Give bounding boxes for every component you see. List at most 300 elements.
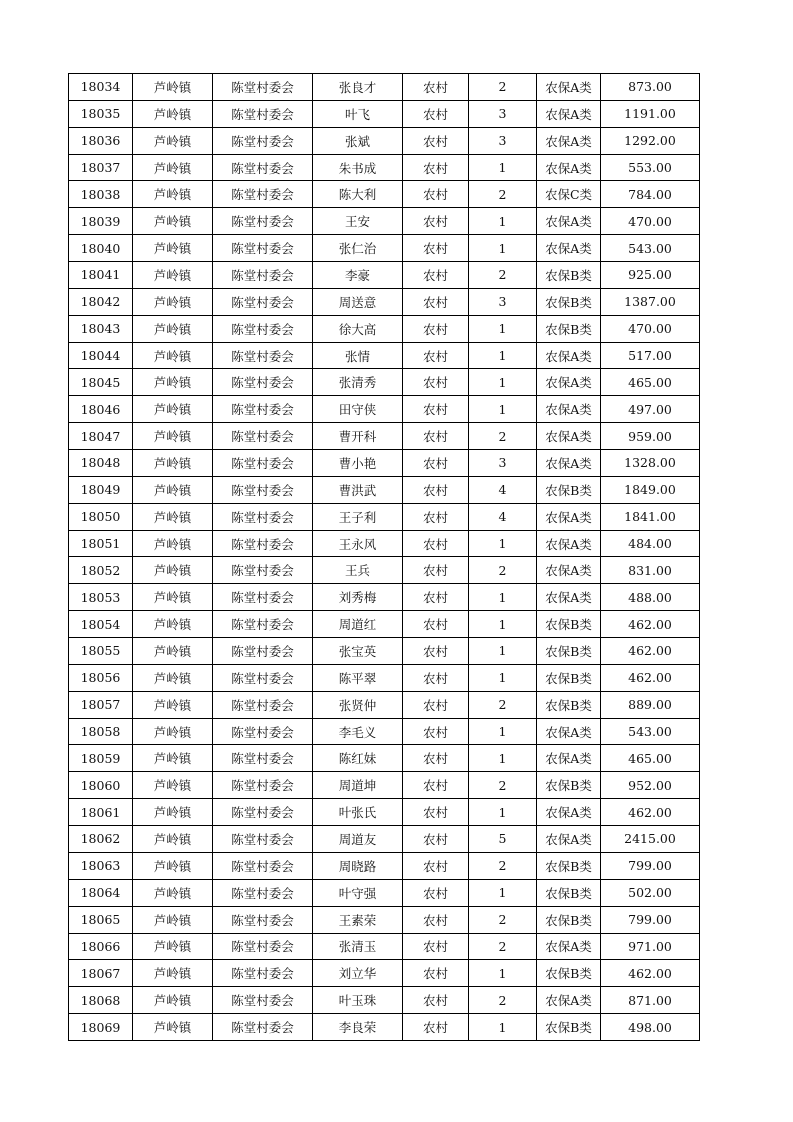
household-type-cell: 农村 (403, 262, 469, 289)
household-type-cell: 农村 (403, 557, 469, 584)
name-cell: 周道红 (313, 611, 403, 638)
amount-cell: 1191.00 (601, 100, 700, 127)
amount-cell: 462.00 (601, 638, 700, 665)
insurance-category-cell: 农保A类 (537, 799, 601, 826)
household-size-cell: 2 (469, 906, 537, 933)
table-row (69, 476, 700, 503)
town-cell: 芦岭镇 (133, 799, 213, 826)
village-committee-cell: 陈堂村委会 (213, 718, 313, 745)
town-cell: 芦岭镇 (133, 235, 213, 262)
household-type-cell: 农村 (403, 423, 469, 450)
village-committee-cell: 陈堂村委会 (213, 208, 313, 235)
name-cell: 朱书成 (313, 154, 403, 181)
insurance-category-cell: 农保A类 (537, 933, 601, 960)
household-size-cell: 2 (469, 987, 537, 1014)
table-row (69, 369, 700, 396)
record-id-cell: 18037 (69, 154, 133, 181)
table-row (69, 396, 700, 423)
name-cell: 叶飞 (313, 100, 403, 127)
household-size-cell: 2 (469, 933, 537, 960)
record-id-cell: 18036 (69, 127, 133, 154)
table-row (69, 154, 700, 181)
records-table (68, 73, 700, 1041)
town-cell: 芦岭镇 (133, 503, 213, 530)
record-id-cell: 18058 (69, 718, 133, 745)
household-size-cell: 1 (469, 718, 537, 745)
household-type-cell: 农村 (403, 960, 469, 987)
amount-cell: 1849.00 (601, 476, 700, 503)
household-type-cell: 农村 (403, 745, 469, 772)
household-size-cell: 2 (469, 852, 537, 879)
insurance-category-cell: 农保A类 (537, 745, 601, 772)
insurance-category-cell: 农保B类 (537, 906, 601, 933)
record-id-cell: 18057 (69, 691, 133, 718)
household-type-cell: 农村 (403, 664, 469, 691)
town-cell: 芦岭镇 (133, 476, 213, 503)
village-committee-cell: 陈堂村委会 (213, 476, 313, 503)
household-size-cell: 2 (469, 423, 537, 450)
household-size-cell: 1 (469, 235, 537, 262)
household-size-cell: 2 (469, 262, 537, 289)
town-cell: 芦岭镇 (133, 396, 213, 423)
amount-cell: 1841.00 (601, 503, 700, 530)
name-cell: 张清玉 (313, 933, 403, 960)
insurance-category-cell: 农保B类 (537, 879, 601, 906)
town-cell: 芦岭镇 (133, 74, 213, 101)
household-size-cell: 1 (469, 879, 537, 906)
household-size-cell: 1 (469, 1014, 537, 1041)
record-id-cell: 18069 (69, 1014, 133, 1041)
village-committee-cell: 陈堂村委会 (213, 262, 313, 289)
amount-cell: 498.00 (601, 1014, 700, 1041)
record-id-cell: 18047 (69, 423, 133, 450)
table-row (69, 718, 700, 745)
household-type-cell: 农村 (403, 503, 469, 530)
town-cell: 芦岭镇 (133, 933, 213, 960)
table-row (69, 74, 700, 101)
town-cell: 芦岭镇 (133, 262, 213, 289)
household-size-cell: 1 (469, 745, 537, 772)
village-committee-cell: 陈堂村委会 (213, 450, 313, 477)
household-size-cell: 1 (469, 638, 537, 665)
town-cell: 芦岭镇 (133, 288, 213, 315)
insurance-category-cell: 农保A类 (537, 450, 601, 477)
name-cell: 刘秀梅 (313, 584, 403, 611)
household-type-cell: 农村 (403, 638, 469, 665)
village-committee-cell: 陈堂村委会 (213, 369, 313, 396)
table-row (69, 262, 700, 289)
town-cell: 芦岭镇 (133, 960, 213, 987)
amount-cell: 553.00 (601, 154, 700, 181)
village-committee-cell: 陈堂村委会 (213, 772, 313, 799)
record-id-cell: 18065 (69, 906, 133, 933)
record-id-cell: 18043 (69, 315, 133, 342)
name-cell: 陈红妹 (313, 745, 403, 772)
town-cell: 芦岭镇 (133, 557, 213, 584)
town-cell: 芦岭镇 (133, 718, 213, 745)
name-cell: 张宝英 (313, 638, 403, 665)
insurance-category-cell: 农保A类 (537, 342, 601, 369)
record-id-cell: 18062 (69, 826, 133, 853)
household-type-cell: 农村 (403, 450, 469, 477)
insurance-category-cell: 农保A类 (537, 208, 601, 235)
table-row (69, 557, 700, 584)
village-committee-cell: 陈堂村委会 (213, 584, 313, 611)
insurance-category-cell: 农保B类 (537, 772, 601, 799)
record-id-cell: 18064 (69, 879, 133, 906)
household-size-cell: 1 (469, 396, 537, 423)
name-cell: 田守侠 (313, 396, 403, 423)
insurance-category-cell: 农保A类 (537, 74, 601, 101)
insurance-category-cell: 农保A类 (537, 369, 601, 396)
record-id-cell: 18046 (69, 396, 133, 423)
record-id-cell: 18050 (69, 503, 133, 530)
town-cell: 芦岭镇 (133, 691, 213, 718)
town-cell: 芦岭镇 (133, 826, 213, 853)
household-type-cell: 农村 (403, 100, 469, 127)
household-size-cell: 3 (469, 450, 537, 477)
village-committee-cell: 陈堂村委会 (213, 664, 313, 691)
household-type-cell: 农村 (403, 987, 469, 1014)
record-id-cell: 18061 (69, 799, 133, 826)
table-row (69, 933, 700, 960)
town-cell: 芦岭镇 (133, 315, 213, 342)
name-cell: 周道坤 (313, 772, 403, 799)
village-committee-cell: 陈堂村委会 (213, 826, 313, 853)
household-size-cell: 3 (469, 288, 537, 315)
household-type-cell: 农村 (403, 906, 469, 933)
name-cell: 曹开科 (313, 423, 403, 450)
record-id-cell: 18053 (69, 584, 133, 611)
household-size-cell: 1 (469, 154, 537, 181)
household-type-cell: 农村 (403, 342, 469, 369)
village-committee-cell: 陈堂村委会 (213, 342, 313, 369)
insurance-category-cell: 农保B类 (537, 315, 601, 342)
village-committee-cell: 陈堂村委会 (213, 396, 313, 423)
table-row (69, 906, 700, 933)
name-cell: 周送意 (313, 288, 403, 315)
insurance-category-cell: 农保A类 (537, 396, 601, 423)
amount-cell: 799.00 (601, 852, 700, 879)
household-type-cell: 农村 (403, 799, 469, 826)
amount-cell: 1328.00 (601, 450, 700, 477)
amount-cell: 543.00 (601, 718, 700, 745)
town-cell: 芦岭镇 (133, 450, 213, 477)
village-committee-cell: 陈堂村委会 (213, 799, 313, 826)
insurance-category-cell: 农保A类 (537, 557, 601, 584)
insurance-category-cell: 农保A类 (537, 503, 601, 530)
household-size-cell: 2 (469, 557, 537, 584)
amount-cell: 799.00 (601, 906, 700, 933)
table-row (69, 826, 700, 853)
amount-cell: 959.00 (601, 423, 700, 450)
table-row (69, 530, 700, 557)
record-id-cell: 18060 (69, 772, 133, 799)
amount-cell: 543.00 (601, 235, 700, 262)
town-cell: 芦岭镇 (133, 664, 213, 691)
name-cell: 李毛义 (313, 718, 403, 745)
village-committee-cell: 陈堂村委会 (213, 1014, 313, 1041)
town-cell: 芦岭镇 (133, 987, 213, 1014)
village-committee-cell: 陈堂村委会 (213, 423, 313, 450)
household-size-cell: 2 (469, 74, 537, 101)
record-id-cell: 18042 (69, 288, 133, 315)
village-committee-cell: 陈堂村委会 (213, 987, 313, 1014)
amount-cell: 831.00 (601, 557, 700, 584)
record-id-cell: 18054 (69, 611, 133, 638)
record-id-cell: 18048 (69, 450, 133, 477)
village-committee-cell: 陈堂村委会 (213, 933, 313, 960)
insurance-category-cell: 农保A类 (537, 584, 601, 611)
record-id-cell: 18035 (69, 100, 133, 127)
table-row (69, 987, 700, 1014)
insurance-category-cell: 农保C类 (537, 181, 601, 208)
village-committee-cell: 陈堂村委会 (213, 852, 313, 879)
household-size-cell: 1 (469, 664, 537, 691)
household-type-cell: 农村 (403, 208, 469, 235)
amount-cell: 465.00 (601, 745, 700, 772)
insurance-category-cell: 农保B类 (537, 691, 601, 718)
amount-cell: 889.00 (601, 691, 700, 718)
record-id-cell: 18052 (69, 557, 133, 584)
village-committee-cell: 陈堂村委会 (213, 127, 313, 154)
amount-cell: 784.00 (601, 181, 700, 208)
household-type-cell: 农村 (403, 933, 469, 960)
insurance-category-cell: 农保B类 (537, 288, 601, 315)
table-row (69, 235, 700, 262)
household-size-cell: 4 (469, 476, 537, 503)
record-id-cell: 18051 (69, 530, 133, 557)
name-cell: 李豪 (313, 262, 403, 289)
table-row (69, 315, 700, 342)
record-id-cell: 18045 (69, 369, 133, 396)
name-cell: 王永风 (313, 530, 403, 557)
record-id-cell: 18063 (69, 852, 133, 879)
name-cell: 张情 (313, 342, 403, 369)
insurance-category-cell: 农保A类 (537, 423, 601, 450)
insurance-category-cell: 农保B类 (537, 638, 601, 665)
table-row (69, 772, 700, 799)
name-cell: 李良荣 (313, 1014, 403, 1041)
amount-cell: 873.00 (601, 74, 700, 101)
name-cell: 王兵 (313, 557, 403, 584)
household-type-cell: 农村 (403, 879, 469, 906)
name-cell: 周道友 (313, 826, 403, 853)
name-cell: 张良才 (313, 74, 403, 101)
amount-cell: 470.00 (601, 315, 700, 342)
household-type-cell: 农村 (403, 772, 469, 799)
household-type-cell: 农村 (403, 691, 469, 718)
amount-cell: 462.00 (601, 960, 700, 987)
household-type-cell: 农村 (403, 476, 469, 503)
amount-cell: 971.00 (601, 933, 700, 960)
amount-cell: 502.00 (601, 879, 700, 906)
name-cell: 张仁治 (313, 235, 403, 262)
table-row (69, 100, 700, 127)
record-id-cell: 18059 (69, 745, 133, 772)
town-cell: 芦岭镇 (133, 154, 213, 181)
village-committee-cell: 陈堂村委会 (213, 691, 313, 718)
village-committee-cell: 陈堂村委会 (213, 745, 313, 772)
amount-cell: 470.00 (601, 208, 700, 235)
household-type-cell: 农村 (403, 288, 469, 315)
insurance-category-cell: 农保A类 (537, 127, 601, 154)
name-cell: 张贤仲 (313, 691, 403, 718)
household-type-cell: 农村 (403, 718, 469, 745)
table-row (69, 503, 700, 530)
household-size-cell: 4 (469, 503, 537, 530)
household-type-cell: 农村 (403, 127, 469, 154)
town-cell: 芦岭镇 (133, 530, 213, 557)
record-id-cell: 18038 (69, 181, 133, 208)
insurance-category-cell: 农保A类 (537, 100, 601, 127)
insurance-category-cell: 农保A类 (537, 987, 601, 1014)
insurance-category-cell: 农保A类 (537, 154, 601, 181)
name-cell: 曹洪武 (313, 476, 403, 503)
table-row (69, 799, 700, 826)
household-type-cell: 农村 (403, 584, 469, 611)
village-committee-cell: 陈堂村委会 (213, 288, 313, 315)
amount-cell: 2415.00 (601, 826, 700, 853)
insurance-category-cell: 农保A类 (537, 235, 601, 262)
record-id-cell: 18066 (69, 933, 133, 960)
table-body (69, 74, 700, 1041)
amount-cell: 488.00 (601, 584, 700, 611)
record-id-cell: 18056 (69, 664, 133, 691)
name-cell: 张清秀 (313, 369, 403, 396)
insurance-category-cell: 农保A类 (537, 826, 601, 853)
table-row (69, 288, 700, 315)
insurance-category-cell: 农保B类 (537, 960, 601, 987)
record-id-cell: 18034 (69, 74, 133, 101)
town-cell: 芦岭镇 (133, 638, 213, 665)
household-size-cell: 3 (469, 127, 537, 154)
village-committee-cell: 陈堂村委会 (213, 181, 313, 208)
amount-cell: 462.00 (601, 799, 700, 826)
table-row (69, 611, 700, 638)
record-id-cell: 18067 (69, 960, 133, 987)
table-row (69, 745, 700, 772)
household-type-cell: 农村 (403, 235, 469, 262)
household-size-cell: 1 (469, 611, 537, 638)
household-type-cell: 农村 (403, 154, 469, 181)
insurance-category-cell: 农保B类 (537, 611, 601, 638)
name-cell: 刘立华 (313, 960, 403, 987)
table-row (69, 691, 700, 718)
village-committee-cell: 陈堂村委会 (213, 154, 313, 181)
table-row (69, 852, 700, 879)
household-size-cell: 2 (469, 181, 537, 208)
household-size-cell: 2 (469, 772, 537, 799)
town-cell: 芦岭镇 (133, 772, 213, 799)
name-cell: 王素荣 (313, 906, 403, 933)
name-cell: 张斌 (313, 127, 403, 154)
village-committee-cell: 陈堂村委会 (213, 530, 313, 557)
household-type-cell: 农村 (403, 181, 469, 208)
village-committee-cell: 陈堂村委会 (213, 638, 313, 665)
household-size-cell: 1 (469, 799, 537, 826)
amount-cell: 462.00 (601, 611, 700, 638)
amount-cell: 925.00 (601, 262, 700, 289)
name-cell: 叶张氏 (313, 799, 403, 826)
record-id-cell: 18044 (69, 342, 133, 369)
insurance-category-cell: 农保A类 (537, 718, 601, 745)
household-type-cell: 农村 (403, 369, 469, 396)
amount-cell: 517.00 (601, 342, 700, 369)
record-id-cell: 18041 (69, 262, 133, 289)
amount-cell: 484.00 (601, 530, 700, 557)
town-cell: 芦岭镇 (133, 208, 213, 235)
name-cell: 王安 (313, 208, 403, 235)
town-cell: 芦岭镇 (133, 342, 213, 369)
household-size-cell: 3 (469, 100, 537, 127)
table-row (69, 342, 700, 369)
town-cell: 芦岭镇 (133, 423, 213, 450)
name-cell: 曹小艳 (313, 450, 403, 477)
village-committee-cell: 陈堂村委会 (213, 557, 313, 584)
village-committee-cell: 陈堂村委会 (213, 235, 313, 262)
village-committee-cell: 陈堂村委会 (213, 100, 313, 127)
household-size-cell: 1 (469, 369, 537, 396)
village-committee-cell: 陈堂村委会 (213, 503, 313, 530)
town-cell: 芦岭镇 (133, 181, 213, 208)
table-row (69, 127, 700, 154)
table-row (69, 181, 700, 208)
insurance-category-cell: 农保B类 (537, 476, 601, 503)
table-row (69, 879, 700, 906)
table-row (69, 1014, 700, 1041)
village-committee-cell: 陈堂村委会 (213, 906, 313, 933)
name-cell: 王子利 (313, 503, 403, 530)
table-row (69, 584, 700, 611)
amount-cell: 497.00 (601, 396, 700, 423)
household-size-cell: 1 (469, 208, 537, 235)
town-cell: 芦岭镇 (133, 906, 213, 933)
record-id-cell: 18055 (69, 638, 133, 665)
village-committee-cell: 陈堂村委会 (213, 960, 313, 987)
household-size-cell: 1 (469, 584, 537, 611)
household-size-cell: 1 (469, 530, 537, 557)
household-type-cell: 农村 (403, 530, 469, 557)
village-committee-cell: 陈堂村委会 (213, 315, 313, 342)
household-type-cell: 农村 (403, 315, 469, 342)
name-cell: 叶守强 (313, 879, 403, 906)
household-type-cell: 农村 (403, 826, 469, 853)
table-row (69, 960, 700, 987)
insurance-category-cell: 农保B类 (537, 1014, 601, 1041)
table-row (69, 664, 700, 691)
household-type-cell: 农村 (403, 396, 469, 423)
household-type-cell: 农村 (403, 852, 469, 879)
record-id-cell: 18068 (69, 987, 133, 1014)
name-cell: 叶玉珠 (313, 987, 403, 1014)
town-cell: 芦岭镇 (133, 852, 213, 879)
town-cell: 芦岭镇 (133, 369, 213, 396)
table-row (69, 208, 700, 235)
household-type-cell: 农村 (403, 74, 469, 101)
amount-cell: 952.00 (601, 772, 700, 799)
insurance-category-cell: 农保A类 (537, 530, 601, 557)
household-size-cell: 2 (469, 691, 537, 718)
village-committee-cell: 陈堂村委会 (213, 879, 313, 906)
table-row (69, 638, 700, 665)
town-cell: 芦岭镇 (133, 611, 213, 638)
amount-cell: 1292.00 (601, 127, 700, 154)
name-cell: 陈平翠 (313, 664, 403, 691)
insurance-category-cell: 农保B类 (537, 852, 601, 879)
town-cell: 芦岭镇 (133, 745, 213, 772)
insurance-category-cell: 农保B类 (537, 262, 601, 289)
